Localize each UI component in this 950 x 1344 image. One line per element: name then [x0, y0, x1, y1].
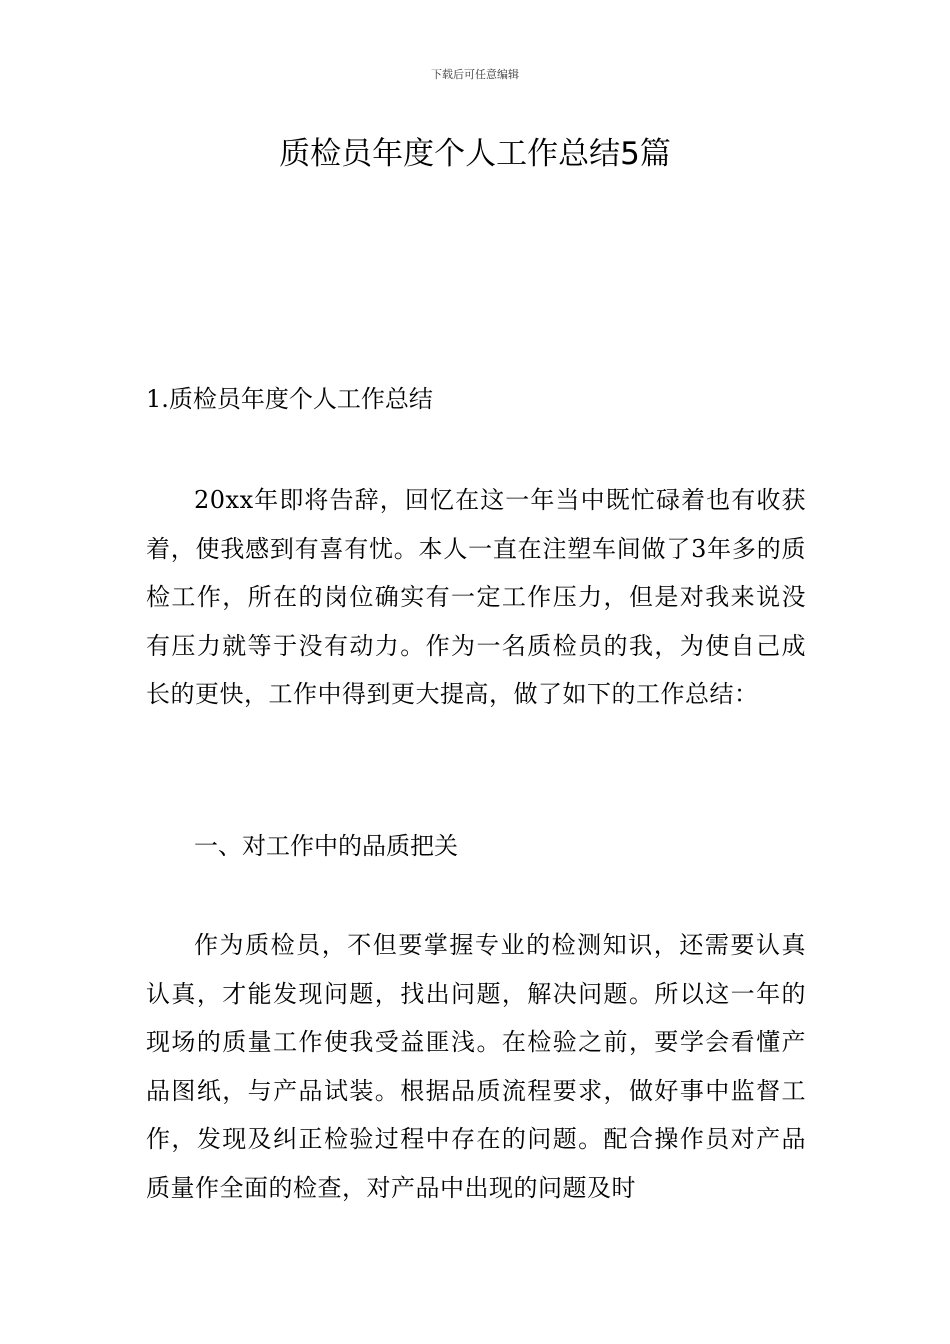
header-note: 下载后可任意编辑: [431, 68, 519, 81]
subsection-paragraph: 作为质检员，不但要掌握专业的检测知识，还需要认真认真，才能发现问题，找出问题，解决问题。所以这一年的现场的质量工作使我受益匪浅。在检验之前，要学会看懂产品图纸，与产品试装。根据品质流程要求，做好事中监督工作，发现及纠正检验过程中存在的问题。配合操作员对产品质量作全面的检查，对产品中出现的问题及时: [146, 931, 806, 1202]
subsection-heading: 一、对工作中的品质把关: [194, 832, 458, 860]
document-title: 质检员年度个人工作总结5篇: [279, 136, 671, 172]
intro-paragraph: 20xx年即将告辞，回忆在这一年当中既忙碌着也有收获着，使我感到有喜有忧。本人一直在注塑车间做了3年多的质检工作，所在的岗位确实有一定工作压力，但是对我来说没有压力就等于没有动力。作为一名质检员的我，为使自己成长的更快，工作中得到更大提高，做了如下的工作总结：: [146, 486, 806, 708]
section-heading: 1.质检员年度个人工作总结: [146, 385, 433, 413]
